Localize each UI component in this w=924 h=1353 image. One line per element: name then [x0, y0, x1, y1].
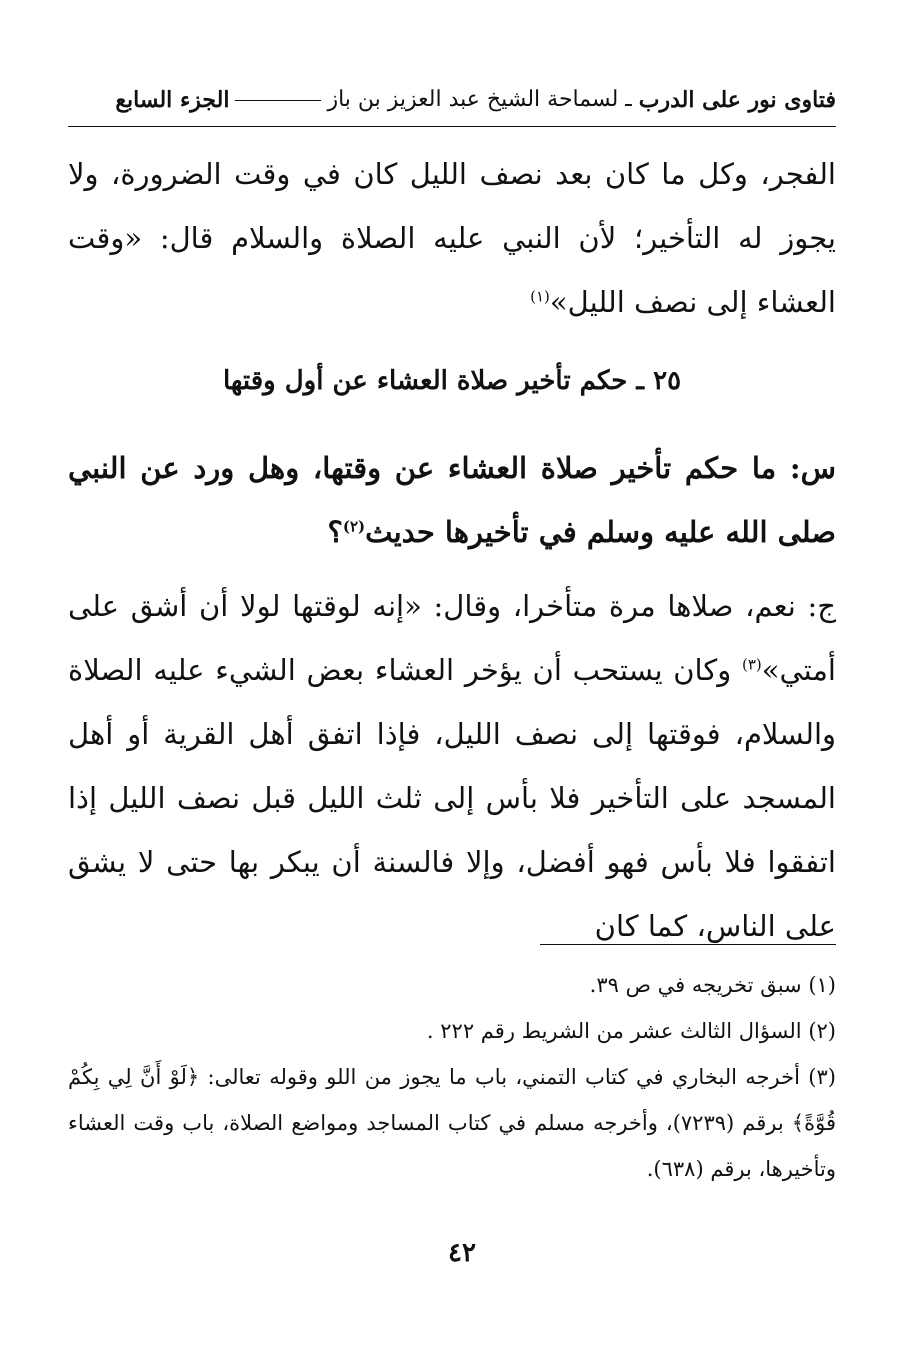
author-name: لسماحة الشيخ عبد العزيز بن باز	[327, 87, 619, 112]
paragraph-text: الفجر، وكل ما كان بعد نصف الليل كان في وقت الضرورة، ولا يجوز له التأخير؛ لأن النبي عليه الصلاة والسلام قال: «وقت العشاء إلى نصف الليل»	[68, 157, 836, 319]
page-number: ٤٢	[448, 1238, 476, 1268]
header-dash	[235, 100, 321, 101]
body-paragraph-1	[68, 142, 836, 334]
footnote-3: (٣) أخرجه البخاري في كتاب التمني، باب ما يجوز من اللو وقوله تعالى: ﴿لَوْ أَنَّ لِي بِكُمْ قُوَّةً﴾ برقم (٧٢٣٩)، وأخرجه مسلم في كتاب المساجد ومواضع الصلاة، باب وقت العشاء وتأخيرها، برقم (٦٣٨).	[68, 1065, 836, 1181]
question-mark: ؟	[327, 515, 343, 549]
book-title: فتاوى نور على الدرب	[638, 87, 836, 113]
question-paragraph	[68, 436, 836, 564]
answer-text-start: ج: نعم، صلاها مرة متأخرا، وقال: «إنه لوقتها لولا أن أشق على أمتي»	[68, 589, 836, 687]
footnote-ref: (٣)	[741, 655, 762, 674]
answer-text-rest: وكان يستحب أن يؤخر العشاء بعض الشيء عليه الصلاة والسلام، فوقتها إلى نصف الليل، فإذا اتفق أهل القرية أو أهل المسجد على التأخير فلا بأس إلى ثلث الليل قبل نصف الليل إذا اتفقوا فلا بأس فهو أفضل، وإلا فالسنة أن يبكر بها حتى لا يشق على الناس، كما كان	[68, 653, 836, 943]
footnote-separator	[540, 944, 836, 945]
footnote-ref: (٢)	[342, 517, 366, 536]
answer-paragraph	[68, 574, 836, 958]
footnotes	[68, 962, 836, 1192]
volume-label: الجزء السابع	[115, 87, 230, 113]
footnote-1: (١) سبق تخريجه في ص ٣٩.	[589, 973, 836, 997]
footnote-ref: (١)	[530, 287, 550, 306]
question-text: س: ما حكم تأخير صلاة العشاء عن وقتها، وهل ورد عن النبي صلى الله عليه وسلم في تأخيرها حديث	[68, 451, 836, 549]
running-header: فتاوى نور على الدرب ـ لسماحة الشيخ عبد العزيز بن باز الجزء السابع	[68, 82, 836, 118]
footnote-2: (٢) السؤال الثالث عشر من الشريط رقم ٢٢٢ .	[426, 1019, 836, 1043]
section-heading: ٢٥ ـ حكم تأخير صلاة العشاء عن أول وقتها	[222, 366, 682, 396]
header-rule	[68, 126, 836, 127]
